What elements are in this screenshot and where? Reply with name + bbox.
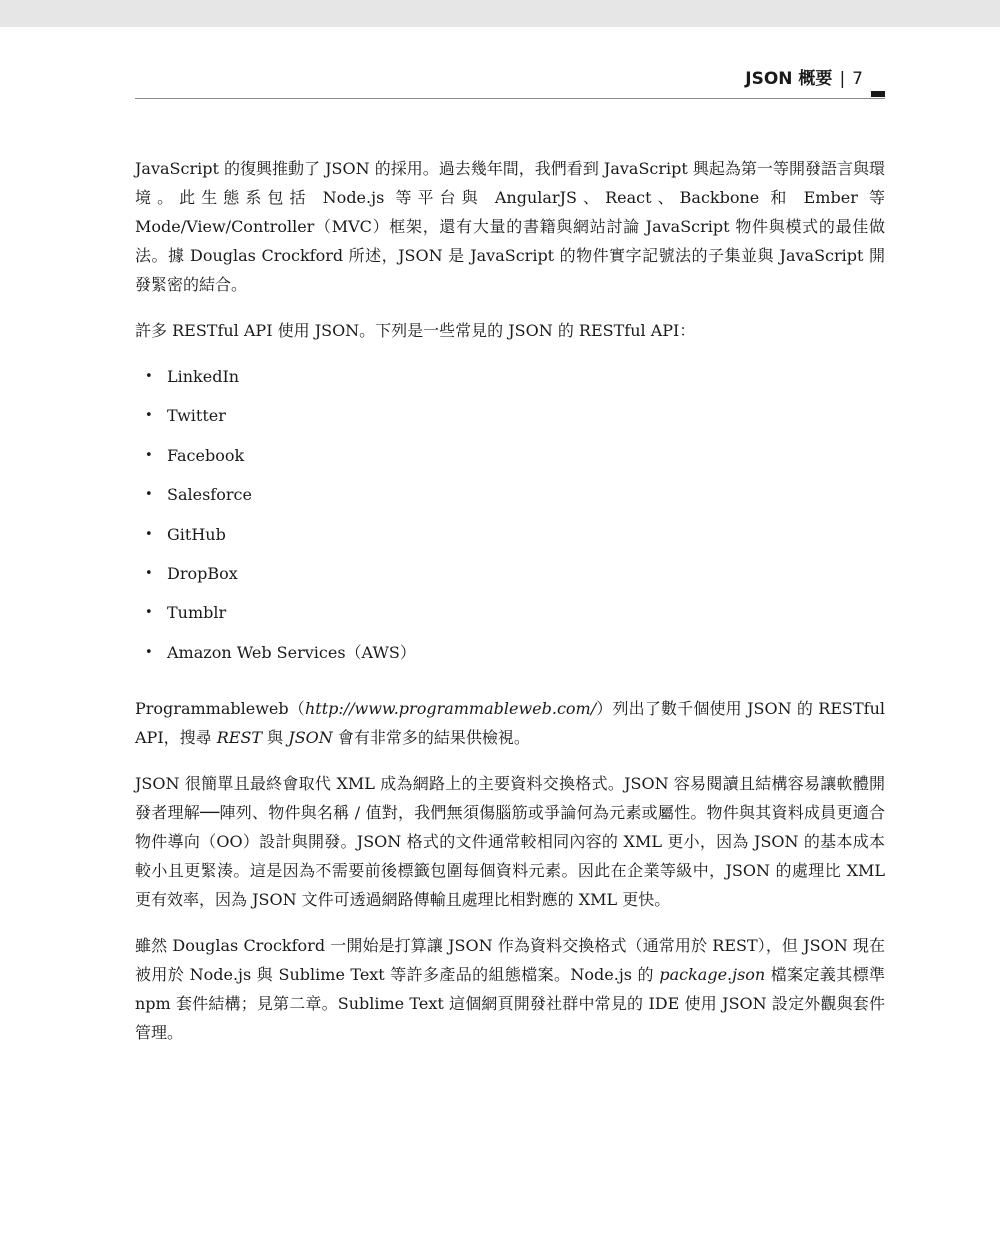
list-item <box>135 362 885 401</box>
list-item <box>135 598 885 637</box>
text-run: 會有非常多的結果供檢視。 <box>332 728 530 748</box>
list-item-label: Tumblr <box>167 603 227 623</box>
text-run: 雖然 Douglas Crockford 一開始是打算讓 JSON 作為資料交換格式（通常用於 REST），但 JSON 現在被用於 Node.js 與 Sublime Text 等許多產品的組態檔案。Node.js 的 <box>135 936 885 985</box>
paragraph-programmableweb <box>135 694 885 752</box>
list-item <box>135 401 885 440</box>
header-mark <box>871 91 885 97</box>
header-separator: | <box>839 69 846 89</box>
paragraph-json-config <box>135 931 885 1047</box>
list-item <box>135 480 885 519</box>
bullet-icon: • <box>145 447 153 463</box>
bullet-icon: • <box>145 605 153 621</box>
top-band <box>0 0 1000 27</box>
list-item-label: Amazon Web Services（AWS） <box>167 642 416 662</box>
bullet-icon: • <box>145 644 153 660</box>
list-item-label: Twitter <box>167 406 226 426</box>
search-term-rest: REST <box>216 728 263 748</box>
package-json-filename: package.json <box>659 965 766 985</box>
list-item <box>135 559 885 598</box>
bullet-icon: • <box>145 408 153 424</box>
paragraph-restful-intro: 許多 RESTful API 使用 JSON。下列是一些常見的 JSON 的 RESTful API： <box>135 321 696 340</box>
text-run: 與 <box>262 728 289 748</box>
restful-api-list <box>135 362 885 677</box>
list-item-label: GitHub <box>167 524 226 544</box>
running-head <box>135 64 885 99</box>
list-item <box>135 520 885 559</box>
page-number: 7 <box>852 69 863 89</box>
text-run: 檔案定義其標準 npm 套件結構；見第二章。Sublime Text 這個網頁開發社群中常見的 IDE 使用 JSON 設定外觀與套件管理。 <box>135 965 885 1043</box>
text-run: Programmableweb（ <box>135 699 305 719</box>
list-item <box>135 638 885 677</box>
bullet-icon: • <box>145 369 153 384</box>
list-item-label: Facebook <box>167 445 245 465</box>
bullet-icon: • <box>145 487 153 503</box>
list-item <box>135 441 885 480</box>
paragraph-json-vs-xml: JSON 很簡單且最終會取代 XML 成為網路上的主要資料交換格式。JSON 容易閱讀且結構容易讓軟體開發者理解──陣列、物件與名稱 / 值對，我們無須傷腦筋或爭論何為元素或屬性。物件與其資料成員更適合物件導向（OO）設計與開發。JSON 格式的文件通常較相同內容的 XML 更小，因為 JSON 的基本成本較小且更緊湊。這是因為不需要前後標籤包圍每個資料元素。因此在企業等級中，JSON 的處理比 XML 更有效率，因為 JSON 文件可透過網路傳輸且處理比相對應的 XML 更快。 <box>135 774 885 910</box>
paragraph-javascript-revival: JavaScript 的復興推動了 JSON 的採用。過去幾年間，我們看到 JavaScript 興起為第一等開發語言與環境。此生態系包括 Node.js 等平台與 AngularJS、React、Backbone 和 Ember 等 Mode/View/Controller（MVC）框架，還有大量的書籍與網站討論 JavaScript 物件與模式的最佳做法。據 Douglas Crockford 所述，JSON 是 JavaScript 的物件實字記號法的子集並與 JavaScript 開發緊密的結合。 <box>135 159 885 294</box>
programmableweb-url: http://www.programmableweb.com/ <box>304 699 597 719</box>
search-term-json: JSON <box>288 728 333 748</box>
list-item-label: LinkedIn <box>167 367 240 386</box>
page-body <box>135 154 885 1064</box>
bullet-icon: • <box>145 526 153 542</box>
chapter-header <box>745 64 863 94</box>
list-item-label: DropBox <box>167 563 238 583</box>
chapter-title: JSON 概要 <box>745 69 833 89</box>
bullet-icon: • <box>145 565 153 581</box>
text-run: ）列出了數千個使用 JSON 的 RESTful API，搜尋 <box>135 699 885 748</box>
list-item-label: Salesforce <box>167 485 252 505</box>
